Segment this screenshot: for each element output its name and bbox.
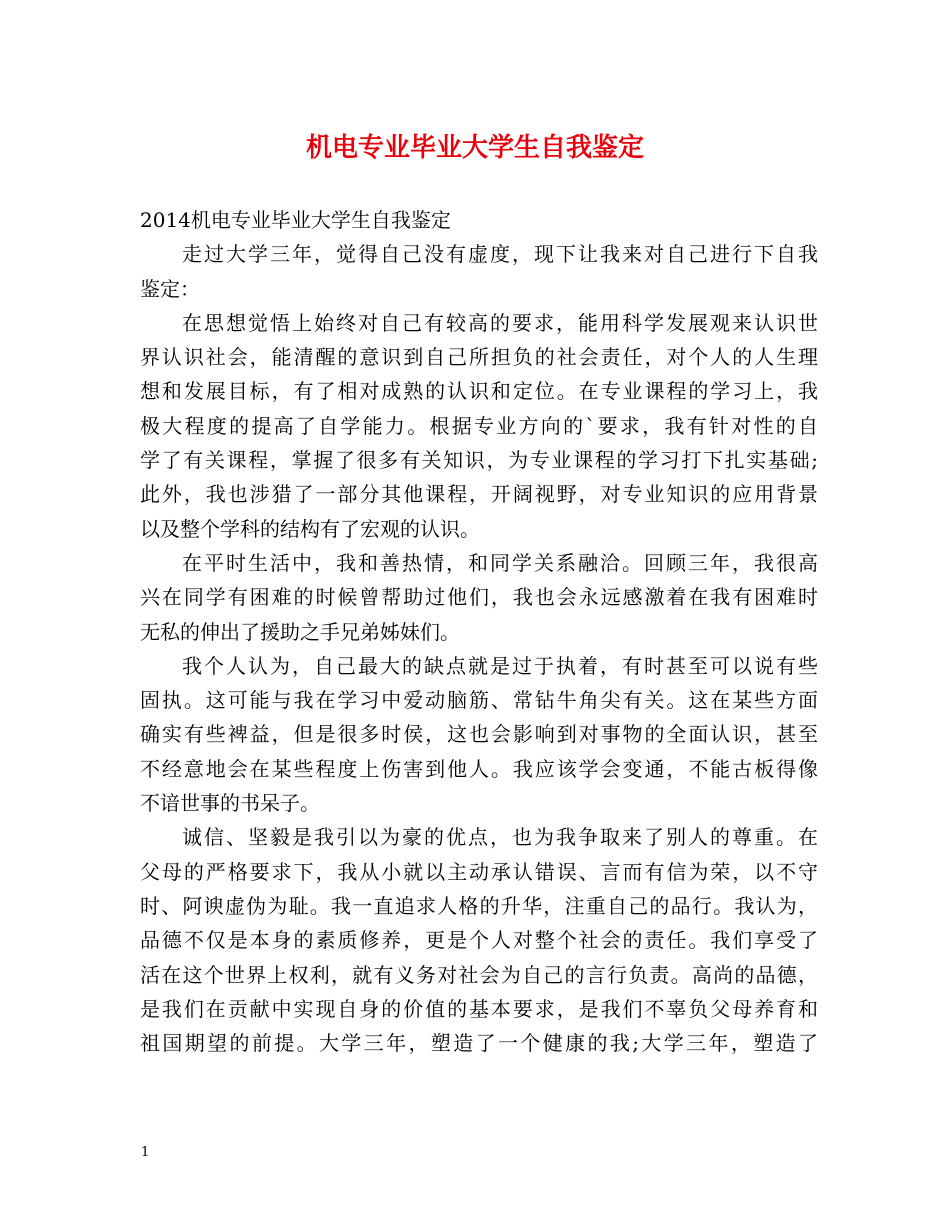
body-line: 父母的严格要求下，我从小就以主动承认错误、言而有信为荣，以不守: [140, 859, 818, 884]
subtitle-line: 2014机电专业毕业大学生自我鉴定: [140, 208, 451, 232]
body-line: 固执。这可能与我在学习中爱动脑筋、常钻牛角尖有关。这在某些方面: [140, 688, 818, 713]
page-number: 1: [141, 1145, 150, 1160]
body-line: 想和发展目标，有了相对成熟的认识和定位。在专业课程的学习上，我: [140, 379, 818, 404]
body-line: 品德不仅是本身的素质修养，更是个人对整个社会的责任。我们享受了: [140, 928, 818, 953]
body-line: 不经意地会在某些程度上伤害到他人。我应该学会变通，不能古板得像: [140, 756, 818, 781]
body-line: 不谙世事的书呆子。: [140, 791, 320, 816]
body-line: 走过大学三年，觉得自己没有虚度，现下让我来对自己进行下自我: [182, 242, 818, 267]
body-line: 无私的伸出了援助之手兄弟姊妹们。: [140, 619, 460, 644]
body-line: 活在这个世界上权利，就有义务对社会为自己的言行负责。高尚的品德，: [140, 962, 818, 987]
body-line: 时、阿谀虚伪为耻。我一直追求人格的升华，注重自己的品行。我认为，: [140, 893, 818, 918]
body-line: 此外，我也涉猎了一部分其他课程，开阔视野，对专业知识的应用背景: [140, 482, 818, 507]
body-line: 以及整个学科的结构有了宏观的认识。: [140, 516, 480, 541]
document-body: [140, 203, 818, 1060]
body-line: 学了有关课程，掌握了很多有关知识，为专业课程的学习打下扎实基础;: [140, 448, 818, 473]
body-line: 在平时生活中，我和善热情，和同学关系融洽。回顾三年，我很高: [182, 550, 818, 575]
body-line: 极大程度的提高了自学能力。根据专业方向的`要求，我有针对性的自: [140, 413, 818, 438]
body-line: 祖国期望的前提。大学三年，塑造了一个健康的我;大学三年，塑造了: [140, 1031, 818, 1056]
body-line: 我个人认为，自己最大的缺点就是过于执着，有时甚至可以说有些: [182, 653, 818, 678]
body-line: 在思想觉悟上始终对自己有较高的要求，能用科学发展观来认识世: [182, 310, 818, 335]
body-line: 鉴定：: [140, 276, 200, 301]
body-line: 兴在同学有困难的时候曾帮助过他们，我也会永远感激着在我有困难时: [140, 585, 818, 610]
body-line: 诚信、坚毅是我引以为豪的优点，也为我争取来了别人的尊重。在: [182, 825, 818, 850]
document-title: 机电专业毕业大学生自我鉴定: [305, 133, 644, 163]
body-line: 界认识社会，能清醒的意识到自己所担负的社会责任，对个人的人生理: [140, 345, 818, 370]
body-line: 是我们在贡献中实现自身的价值的基本要求，是我们不辜负父母养育和: [140, 996, 818, 1021]
body-line: 确实有些裨益，但是很多时侯，这也会影响到对事物的全面认识，甚至: [140, 722, 818, 747]
